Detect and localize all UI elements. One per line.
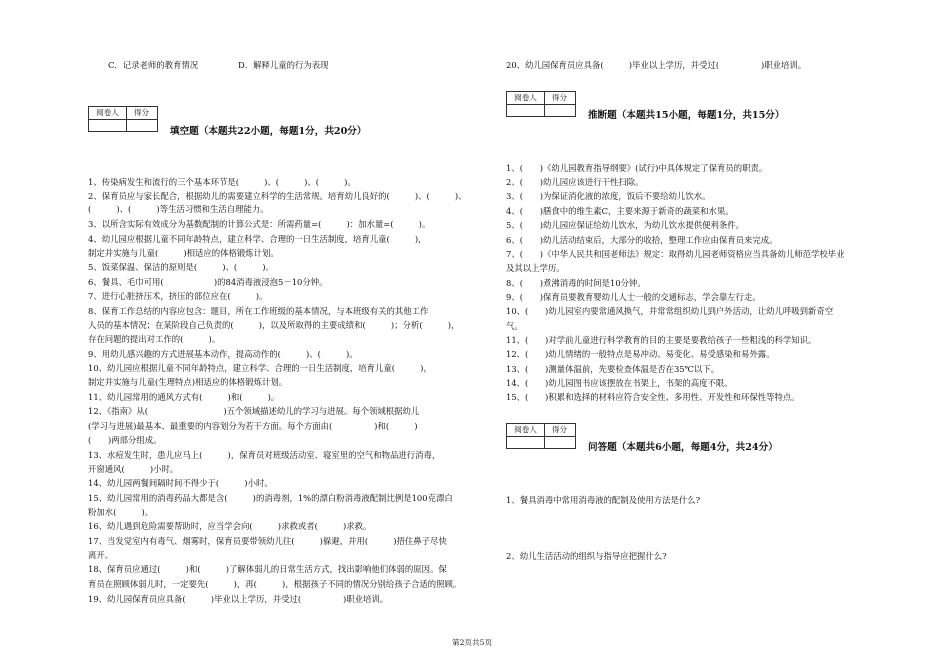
fill-question-line: 13、水痘发生时，患儿应马上( )，保育员对班级活动室、寝室里的空气和物品进行消毒， <box>88 450 441 460</box>
judge-question-line: 15、( )积累和选择的材料应符合安全性、多用性、开发性和环保性等特点。 <box>506 392 800 402</box>
fill-question-line: 14、幼儿园两餐间隔时间不得少于( )小时。 <box>88 478 273 488</box>
option-c: C．记录老师的教育情况 <box>108 60 199 70</box>
fill-question-line: 10、幼儿园应根据儿童不同年龄特点，建立科学、合理的一日生活制度，培育儿童( )， <box>88 363 432 373</box>
judge-question-line: 及其以上学历。 <box>506 263 565 273</box>
fill-question-line: 离开。 <box>88 550 114 560</box>
fill-question-line: 8、保育工作总结的内容应包含：题目，所在工作班级的基本情况，与本班级有关的其他工作 <box>88 306 429 316</box>
qa-section-title: 问答题（本题共6小题，每题4分，共24分） <box>588 442 778 453</box>
fill-question-line: 3、以所含实际有效成分为基数配制的计算公式是：所需药量=( )：加水量=( )。 <box>88 219 431 229</box>
judge-question-line: 1、( )《幼儿园教育指导纲要》(试行)中具体规定了保育员的职责。 <box>506 163 768 173</box>
fill-question-line: 17、当发觉室内有毒气、烟雾时，保育员要带领幼儿往( )躲避，并用( )捂住鼻子尽快 <box>88 536 447 546</box>
fill-section-title: 填空题（本题共22小题，每题1分，共20分） <box>170 126 367 137</box>
fill-question-line: 16、幼儿遇到危险需要帮助时，应当学会向( )求救或者( )求救。 <box>88 521 372 531</box>
fill-question-line: 开窗通风( )小时。 <box>88 464 179 474</box>
score-label: 得分 <box>133 108 150 117</box>
fill-question-line: 15、幼儿园常用的消毒药品大都是含( )的消毒剂，1%的漂白粉消毒液配制比例是100克漂白 <box>88 493 453 503</box>
option-d: D．解释儿童的行为表现 <box>238 60 329 70</box>
score-label: 得分 <box>551 93 568 102</box>
judge-question-line: 6、( )幼儿活动结束后，大部分的收拾，整理工作应由保育员来完成。 <box>506 235 778 245</box>
fill-question-line: 育员在照顾体弱儿时，一定要先( )，再( )，根据孩子不同的情况分别给孩子合适的照顾。 <box>88 579 462 589</box>
fill-question-line: 11、幼儿园常用的通风方式有( )和( )。 <box>88 392 280 402</box>
reviewer-label: 阅卷人 <box>514 425 537 434</box>
fill-question-line: 2、保育员应与家长配合，根据幼儿的需要建立科学的生活常规。培育幼儿良好的( )、( )、 <box>88 191 467 201</box>
fill-question-line: 4、幼儿园应根据儿童不同年龄特点，建立科学、合理的一日生活制度，培育儿童( )， <box>88 234 427 244</box>
reviewer-label: 阅卷人 <box>96 108 119 117</box>
fill-question-line: (学习与进展)最基本、最重要的内容划分为若干方面。每个方面由( )和( ) <box>88 421 418 431</box>
fill-question-line: 7、进行心脏挤压术，挤压的部位应在( )。 <box>88 291 268 301</box>
judge-question-line: 3、( )为保证消化液的浓度，饭后不要给幼儿饮水。 <box>506 191 711 201</box>
judge-question-line: 8、( )煮沸消毒的时间是10分钟。 <box>506 278 646 288</box>
score-box-qa <box>506 423 576 449</box>
fill-question-line: 人员的基本情况；在某阶段自己负责的( )，以及所取得的主要成绩和( )；分析( )， <box>88 320 460 330</box>
judge-question-line: 气。 <box>506 321 523 331</box>
fill-question-line: 制定并实施与儿童( )相适应的体格锻炼计划。 <box>88 248 279 258</box>
fill-question-line: ( )、( )等生活习惯和生活自理能力。 <box>88 204 269 214</box>
judge-question-line: 11、( )对学前儿童进行科学教育的目的主要是要教给孩子一些粗浅的科学知识。 <box>506 335 817 345</box>
judge-question-line: 4、( )膳食中的维生素C，主要来源于新奇的蔬菜和水果。 <box>506 206 734 216</box>
fill-question-line: 12、《指南》从( )五个领域描述幼儿的学习与进展。每个领域根据幼儿 <box>88 406 420 416</box>
score-box-fill <box>88 106 158 132</box>
judge-question-line: 5、( )幼儿园应保证给幼儿饮水，为幼儿饮水提供便利条件。 <box>506 220 744 230</box>
fill-question-line: 5、饭菜保温、保洁的原则是( )、( )。 <box>88 262 274 272</box>
fill-question-line: 19、幼儿园保育员应具备( )毕业以上学历，并受过( )职业培训。 <box>88 594 389 604</box>
reviewer-label: 阅卷人 <box>514 93 537 102</box>
judge-question-line: 9、( )保育员要教育婴幼儿人士一般的交通标志，学会靠左行走。 <box>506 292 761 302</box>
fill-question-line: ( )两部分组成。 <box>88 435 162 445</box>
fill-question-line: 制定并实施与儿童(生理特点)相适应的体格锻炼计划。 <box>88 377 288 387</box>
page-footer: 第2页共5页 <box>452 638 493 647</box>
fill-question-line: 18、保育员应通过( )和( )了解体弱儿的日常生活方式，找出影响他们体弱的原因。保 <box>88 564 447 574</box>
score-label: 得分 <box>551 425 568 434</box>
judge-question-line: 13、( )测量体温前，先要检查体温是否在35℃以下。 <box>506 364 720 374</box>
fill-question-line: 9、用幼儿感兴趣的方式进展基本动作，提高动作的( )、( )。 <box>88 349 358 359</box>
fill-question-line: 1、传染病发生和流行的三个基本环节是( )、( )、( )。 <box>88 177 356 187</box>
judge-question-line: 14、( )幼儿园图书应该摆放在书架上，书架的高度不限。 <box>506 378 733 388</box>
judge-question-line: 2、( )幼儿园应该进行干性扫除。 <box>506 177 644 187</box>
fill-question-line: 粉加水( )。 <box>88 507 154 517</box>
judge-section-title: 推断题（本题共15小题，每题1分，共15分） <box>588 110 785 121</box>
judge-question-line: 7、( )《中华人民共和国老师法》规定：取得幼儿园老师资格应当具备幼儿师范学校毕业 <box>506 249 845 259</box>
fill-question-line: 6、餐具、毛巾可用( )的84消毒液浸泡5－10分钟。 <box>88 277 328 287</box>
judge-question-line: 12、( )幼儿情绪的一般特点是易冲动、易变化、易受感染和易外露。 <box>506 349 775 359</box>
fill-question-line: 存在问题的提出对工作的( )。 <box>88 334 221 344</box>
judge-question-line: 10、( )幼儿园室内要常通风换气，并常常组织幼儿到户外活动，让幼儿呼吸到新奇空 <box>506 306 834 316</box>
qa-question-1: 1、餐具消毒中常用消毒液的配制及使用方法是什么? <box>506 495 701 505</box>
question-20: 20、幼儿园保育员应具备( )毕业以上学历，并受过( )职业培训。 <box>506 60 807 70</box>
score-box-judge <box>506 91 576 117</box>
qa-question-2: 2、幼儿生活活动的组织与指导应把握什么? <box>506 551 667 561</box>
